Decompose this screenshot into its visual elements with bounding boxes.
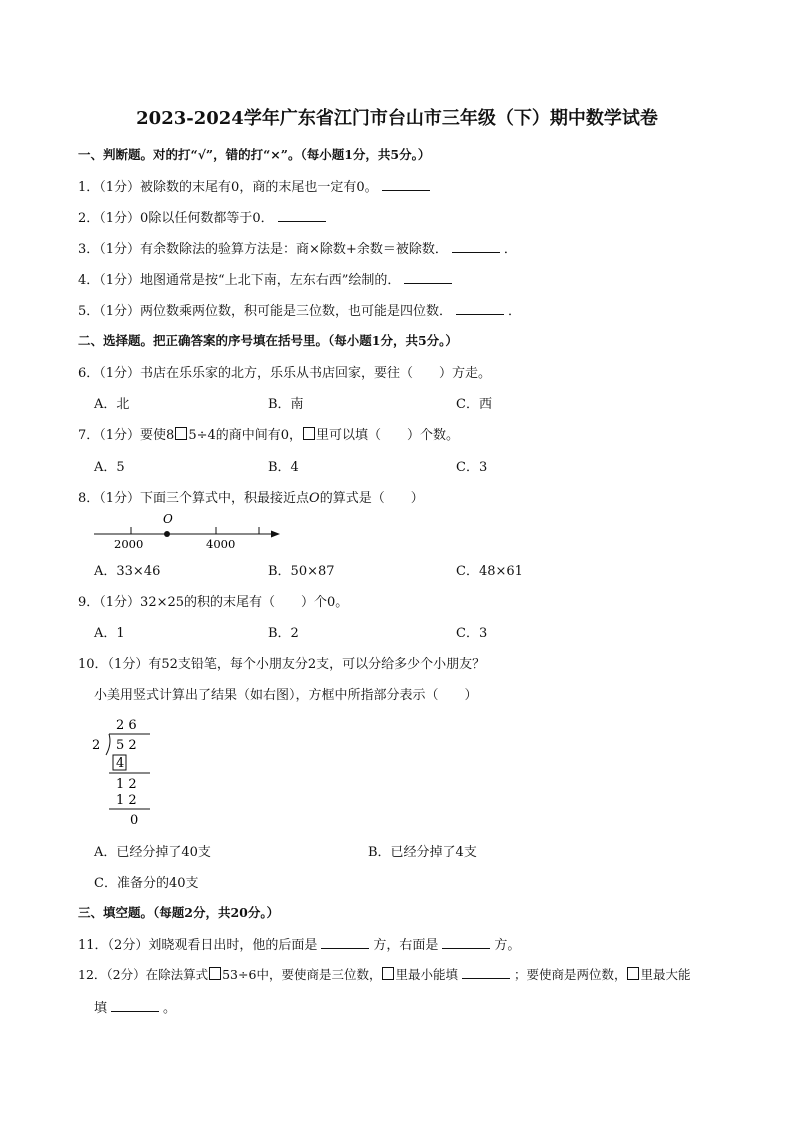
division-bracket (106, 734, 110, 755)
option-b: B．2 (268, 626, 299, 641)
question-6-text: 6．（1分）书店在乐乐家的北方，乐乐从书店回家，要往（ ）方走。 (78, 366, 492, 381)
point-o-label: O (309, 491, 320, 506)
long-division-figure (88, 712, 168, 828)
option-b: B．已经分掉了4支 (368, 845, 477, 860)
answer-blank (321, 936, 369, 949)
question-12 (78, 965, 691, 983)
option-c: C．48×61 (456, 564, 523, 579)
question-4 (78, 269, 456, 288)
option-a: A．1 (94, 626, 125, 641)
question-3-text: 3．（1分）有余数除法的验算方法是：商×除数+余数＝被除数． (78, 242, 448, 257)
arrow-right-icon (271, 531, 280, 538)
question-12-line2 (94, 997, 176, 1016)
option-c: C．西 (456, 397, 492, 412)
section-heading-judgment: 一、判断题。对的打“√”，错的打“×”。（每小题1分，共5分。） (78, 147, 431, 162)
question-7-post2: 里可以填（ ）个数。 (316, 428, 460, 443)
blank-box-icon (382, 967, 394, 980)
point-o-marker (164, 531, 170, 537)
question-9-text: 9．（1分）32×25的积的末尾有（ ）个0。 (78, 595, 349, 610)
question-11-end: 方。 (494, 938, 521, 953)
division-partial-product: 4 (116, 756, 125, 771)
answer-blank (452, 240, 500, 253)
blank-box-icon (303, 427, 315, 440)
option-c: C．准备分的40支 (94, 876, 199, 891)
blank-box-icon (209, 967, 221, 980)
answer-blank (404, 271, 452, 284)
answer-blank (462, 966, 510, 979)
division-result: 0 (130, 813, 139, 828)
option-a: A．5 (94, 460, 125, 475)
question-7-pre: 7．（1分）要使8 (78, 428, 175, 443)
question-10-text: 10．（1分）有52支铅笔，每个小朋友分2支，可以分给多少个小朋友？ (78, 657, 486, 672)
question-11-pre: 11．（2分）刘晓观看日出时，他的后面是 (78, 938, 318, 953)
blank-box-icon (175, 427, 187, 440)
tick-label-2000: 2000 (114, 537, 144, 551)
question-2 (78, 207, 330, 226)
question-5-text: 5．（1分）两位数乘两位数，积可能是三位数，也可能是四位数． (78, 304, 453, 319)
division-divisor: 2 (92, 738, 101, 753)
option-a: A．已经分掉了40支 (94, 845, 211, 860)
point-o-text: O (163, 512, 173, 526)
question-12-pre: 12．（2分）在除法算式 (78, 967, 209, 982)
answer-blank (278, 209, 326, 222)
answer-blank (382, 178, 430, 191)
question-12-mid3: ；要使商是两位数， (513, 967, 627, 982)
question-8-pre: 8．（1分）下面三个算式中，积最接近点 (78, 491, 310, 506)
question-5 (78, 300, 521, 319)
question-5-end: ． (508, 304, 522, 319)
question-12-mid1: 53÷6中，要使商是三位数， (222, 967, 382, 982)
answer-blank (456, 302, 504, 315)
question-1-text: 1．（1分）被除数的末尾有0，商的末尾也一定有0。 (78, 180, 378, 195)
question-8-post: 的算式是（ ） (319, 491, 424, 506)
answer-blank (111, 999, 159, 1012)
option-b: B．4 (268, 460, 299, 475)
division-remainder-1: 1 2 (116, 777, 137, 792)
question-12-line2-end: 。 (163, 1001, 177, 1016)
section-heading-fill: 三、填空题。（每题2分，共20分。） (78, 905, 280, 920)
question-12-mid4: 里最大能 (640, 967, 691, 982)
question-11-mid: 方，右面是 (373, 938, 439, 953)
question-3-end: ． (503, 242, 517, 257)
page-title: 2023-2024学年广东省江门市台山市三年级（下）期中数学试卷 (136, 108, 658, 129)
question-7 (78, 424, 459, 443)
question-3 (78, 238, 517, 257)
tick-label-4000: 4000 (206, 537, 236, 551)
option-b: B．50×87 (268, 564, 335, 579)
answer-blank (442, 936, 490, 949)
option-b: B．南 (268, 397, 304, 412)
question-11 (78, 934, 520, 953)
number-line-diagram (90, 510, 290, 552)
division-remainder-2: 1 2 (116, 793, 137, 808)
division-dividend: 5 2 (116, 738, 137, 753)
option-a: A．北 (94, 397, 130, 412)
question-1 (78, 176, 434, 195)
option-c: C．3 (456, 460, 488, 475)
question-8 (78, 487, 424, 506)
question-12-mid2: 里最小能填 (395, 967, 458, 982)
option-c: C．3 (456, 626, 488, 641)
question-10-subtext: 小美用竖式计算出了结果（如右图），方框中所指部分表示（ ） (94, 688, 478, 703)
section-heading-choice: 二、选择题。把正确答案的序号填在括号里。（每小题1分，共5分。） (78, 333, 458, 348)
question-4-text: 4．（1分）地图通常是按“上北下南，左东右西”绘制的． (78, 273, 401, 288)
division-quotient: 2 6 (116, 718, 137, 733)
blank-box-icon (627, 967, 639, 980)
question-2-text: 2．（1分）0除以任何数都等于0． (78, 211, 274, 226)
question-7-post: 5÷4的商中间有0， (188, 428, 303, 443)
option-a: A．33×46 (94, 564, 161, 579)
question-12-line2-pre: 填 (94, 1001, 108, 1016)
